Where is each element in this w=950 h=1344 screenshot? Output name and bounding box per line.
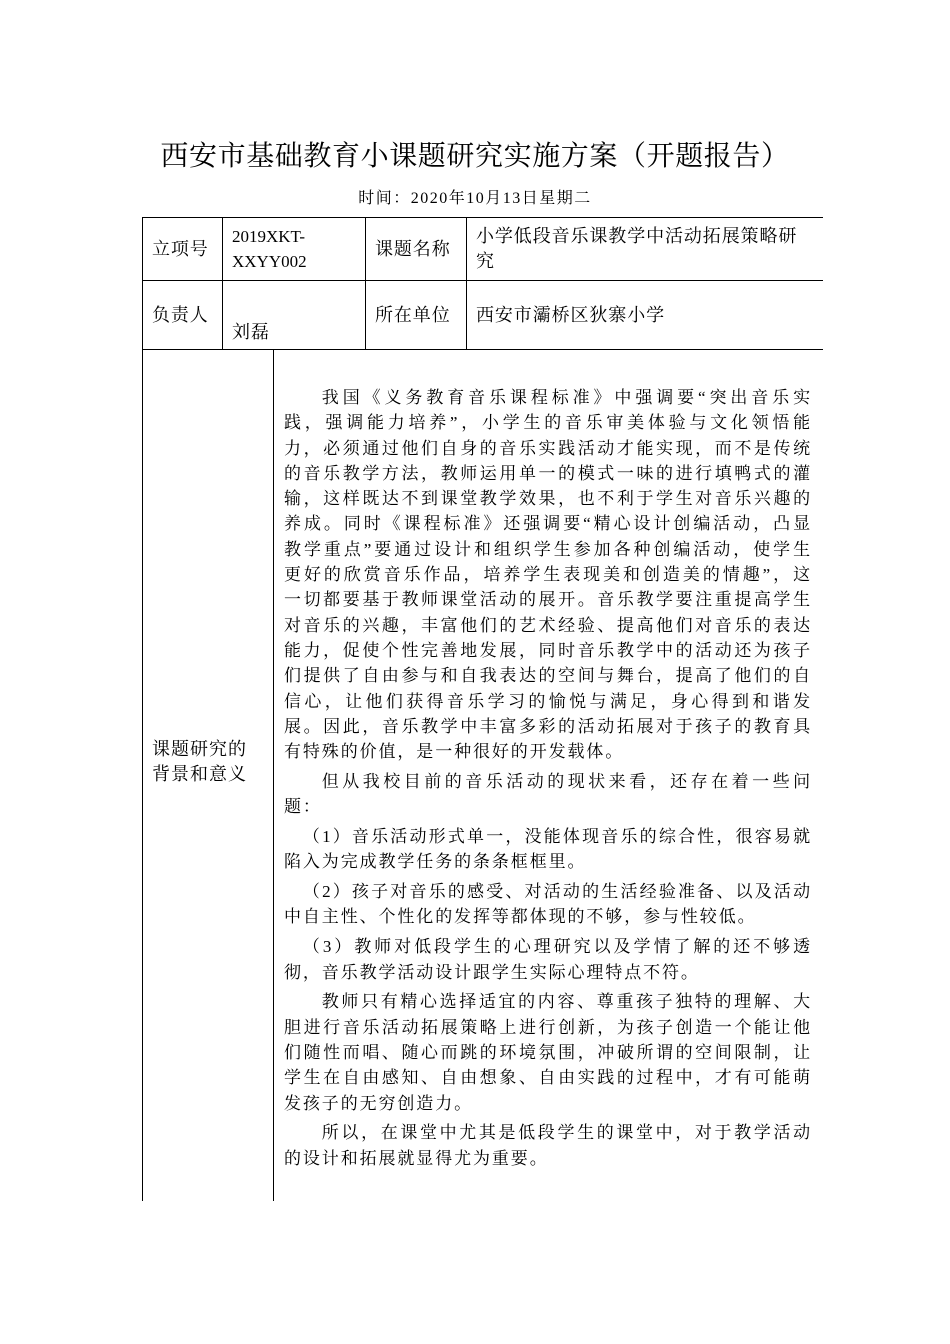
- unit-cell: [467, 281, 823, 350]
- paragraph-line: 更好的欣赏音乐作品，培养学生表现美和创造美的情趣”，这: [284, 565, 812, 585]
- proposal-table: [142, 217, 823, 1201]
- paragraph-line: 所以，在课堂中尤其是低段学生的课堂中，对于教学活动: [321, 1123, 812, 1143]
- paragraph-line: 我国《义务教育音乐课程标准》中强调要“突出音乐实: [321, 388, 812, 407]
- body-paragraph-item-3: [284, 934, 823, 985]
- paragraph-line: 发孩子的无穷创造力。: [284, 1093, 473, 1113]
- unit-value: 西安市灞桥区狄寨小学: [476, 304, 665, 325]
- paragraph-line: 践，强调能力培养”，小学生的音乐审美体验与文化领悟能: [284, 413, 812, 433]
- document-title: 西安市基础教育小课题研究实施方案（开题报告）: [160, 141, 790, 172]
- paragraph-line: 们提供了自由参与和自我表达的空间与舞台，提高了他们的自: [284, 666, 812, 686]
- background-label: 课题研究的背景和意义: [152, 738, 247, 784]
- paragraph-line: （1）音乐活动形式单一，没能体现音乐的综合性，很容易就: [302, 827, 812, 847]
- topic-label-cell: [366, 218, 467, 281]
- unit-label: 所在单位: [375, 304, 451, 325]
- leader-value: 刘磊: [232, 322, 270, 342]
- paragraph-line: 教师只有精心选择适宜的内容、尊重孩子独特的理解、大: [321, 992, 812, 1012]
- body-paragraph: [284, 989, 823, 1115]
- paragraph-line: （2）孩子对音乐的感受、对活动的生活经验准备、以及活动: [302, 882, 812, 902]
- paragraph-line: （3）教师对低段学生的心理研究以及学情了解的还不够透: [302, 937, 812, 957]
- paragraph-line: 能力，促使个性完善地发展，同时音乐教学中的活动还为孩子: [284, 640, 812, 660]
- paragraph-line: 教学重点”要通过设计和组织学生参加各种创编活动，使学生: [284, 539, 812, 559]
- paragraph-line: 们随性而唱、随心而跳的环境氛围，冲破所谓的空间限制，让: [284, 1042, 812, 1062]
- unit-label-cell: [366, 281, 467, 350]
- project-no-label-cell: [143, 218, 223, 281]
- paragraph-line: 题：: [284, 797, 322, 817]
- paragraph-line: 输，这样既达不到课堂教学效果，也不利于学生对音乐兴趣的: [284, 489, 812, 509]
- paragraph-line: 一切都要基于教师课堂活动的展开。音乐教学要注重提高学生: [284, 590, 812, 610]
- paragraph-line: 的音乐教学方法，教师运用单一的模式一味的进行填鸭式的灌: [284, 463, 812, 483]
- paragraph-line: 学生在自由感知、自由想象、自由实践的过程中，才有可能萌: [284, 1068, 812, 1088]
- paragraph-line: 养成。同时《课程标准》还强调要“精心设计创编活动，凸显: [284, 514, 812, 534]
- project-no-value: 2019XKT-XXYY002: [232, 227, 307, 271]
- project-no-cell: [223, 218, 366, 281]
- body-paragraph-item-1: [284, 824, 823, 875]
- date-line: 时间：2020年10月13日星期二: [358, 190, 592, 207]
- leader-cell: [223, 281, 366, 350]
- leader-label-cell: [143, 281, 223, 350]
- paragraph-line: 信心，让他们获得音乐学习的愉悦与满足，身心得到和谐发: [284, 691, 812, 711]
- body-paragraph: [284, 769, 823, 820]
- paragraph-line: 展。因此，音乐教学中丰富多彩的活动拓展对于孩子的教育具: [284, 716, 812, 736]
- project-no-label: 立项号: [152, 238, 209, 259]
- paragraph-line: 有特殊的价值，是一种很好的开发载体。: [284, 742, 625, 762]
- topic-cell: [467, 218, 823, 281]
- paragraph-line: 陷入为完成教学任务的条条框框里。: [284, 852, 587, 872]
- topic-value: 小学低段音乐课教学中活动拓展策略研究: [476, 226, 798, 271]
- paragraph-line: 但从我校目前的音乐活动的现状来看，还存在着一些问: [321, 771, 812, 791]
- paragraph-line: 力，必须通过他们自身的音乐实践活动才能实现，而不是传统: [284, 438, 812, 458]
- topic-label: 课题名称: [375, 238, 451, 259]
- paragraph-line: 的设计和拓展就显得尤为重要。: [284, 1148, 549, 1168]
- paragraph-line: 彻，音乐教学活动设计跟学生实际心理特点不符。: [284, 962, 700, 982]
- background-body-cell: [274, 350, 823, 1201]
- leader-label: 负责人: [152, 304, 209, 325]
- body-paragraph-item-2: [284, 879, 823, 930]
- paragraph-line: 对音乐的兴趣，丰富他们的艺术经验、提高他们对音乐的表达: [284, 615, 812, 635]
- background-label-cell: [143, 350, 274, 1201]
- paragraph-line: 中自主性、个性化的发挥等都体现的不够，参与性较低。: [284, 907, 757, 927]
- paragraph-line: 胆进行音乐活动拓展策略上进行创新，为孩子创造一个能让他: [284, 1017, 812, 1037]
- body-paragraph: [284, 1120, 823, 1171]
- body-paragraph: [284, 385, 823, 764]
